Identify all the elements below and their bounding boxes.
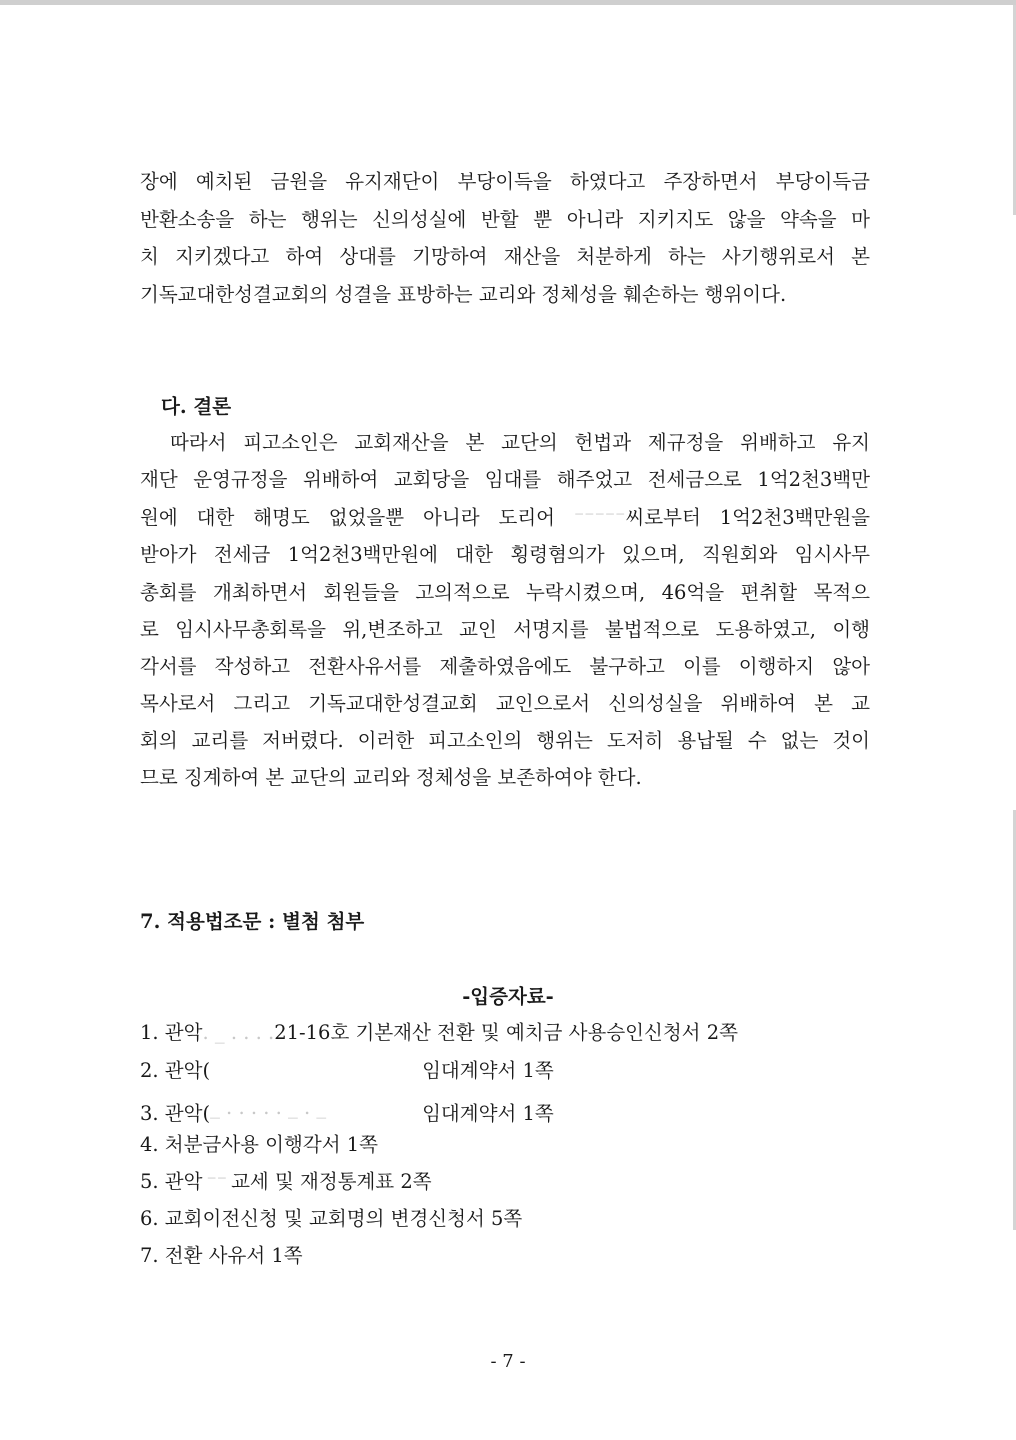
- evidence-item: [140, 1096, 554, 1126]
- evidence-title: -입증자료-: [462, 985, 554, 1008]
- conclusion-line: 받아가 전세금 1억2천3백만원에 대한 횡령혐의가 있으며, 직원회와 임시사무: [140, 543, 870, 566]
- section-heading-applicable-law: 7. 적용법조문 : 별첨 첨부: [140, 910, 365, 933]
- body-line: 장에 예치된 금원을 유지재단이 부당이득을 하였다고 주장하면서 부당이득금: [140, 170, 870, 193]
- evidence-item-text: 3. 관악(: [140, 1102, 211, 1125]
- evidence-item-text: 5. 관악: [140, 1170, 203, 1193]
- evidence-item-text: 임대계약서 1쪽: [422, 1102, 554, 1125]
- section-heading-conclusion: 다. 결론: [161, 395, 232, 418]
- redacted-text: _ . . . . . _ . _: [210, 1096, 327, 1119]
- conclusion-line: 므로 징계하여 본 교단의 교리와 정체성을 보존하여야 한다.: [140, 766, 642, 789]
- conclusion-line: 재단 운영규정을 위배하여 교회당을 임대를 해주었고 전세금으로 1억2천3백만: [140, 468, 870, 491]
- redacted-text: ⁻⁻: [206, 1170, 228, 1193]
- conclusion-line: 따라서 피고소인은 교회재산을 본 교단의 헌법과 제규정을 위배하고 유지: [170, 431, 870, 454]
- conclusion-line-part: 씨로부터 1억2천3백만원을: [625, 506, 871, 529]
- conclusion-line: 목사로서 그리고 기독교대한성결교회 교인으로서 신의성실을 위배하여 본 교: [140, 692, 870, 715]
- body-line: 반환소송을 하는 행위는 신의성실에 반할 뿐 아니라 지키지도 않을 약속을 마: [140, 208, 870, 231]
- evidence-item-text: 21-16호 기본재산 전환 및 예치금 사용승인신청서 2쪽: [274, 1021, 738, 1044]
- evidence-item-text: 2. 관악(: [140, 1059, 211, 1082]
- conclusion-line: 로 임시사무총회록을 위,변조하고 교인 서명지를 불법적으로 도용하였고, 이행: [140, 618, 870, 641]
- evidence-item: 6. 교회이전신청 및 교회명의 변경신청서 5쪽: [140, 1207, 523, 1230]
- body-line: 기독교대한성결교회의 성결을 표방하는 교리와 정체성을 훼손하는 행위이다.: [140, 283, 787, 306]
- conclusion-line: 각서를 작성하고 전환사유서를 제출하였음에도 불구하고 이를 이행하지 않아: [140, 655, 870, 678]
- redacted-text: . _ . . . .: [202, 1021, 275, 1044]
- conclusion-line: 총회를 개최하면서 회원들을 고의적으로 누락시켰으며, 46억을 편취할 목적으: [140, 581, 870, 604]
- evidence-item: 7. 전환 사유서 1쪽: [140, 1244, 303, 1267]
- conclusion-line: 회의 교리를 저버렸다. 이러한 피고소인의 행위는 도저히 용납될 수 없는 것이: [140, 729, 870, 752]
- evidence-item-text: 1. 관악: [140, 1021, 203, 1044]
- body-line: 치 지키겠다고 하여 상대를 기망하여 재산을 처분하게 하는 사기행위로서 본: [140, 245, 870, 268]
- evidence-item: 4. 처분금사용 이행각서 1쪽: [140, 1133, 378, 1156]
- conclusion-line: [140, 506, 870, 530]
- evidence-item: [140, 1170, 432, 1194]
- evidence-item-text: 임대계약서 1쪽: [422, 1059, 554, 1082]
- page-number: - 7 -: [490, 1351, 526, 1372]
- conclusion-line-part: 원에 대한 해명도 없었을뿐 아니라 도리어: [140, 506, 574, 529]
- evidence-item-text: 교세 및 재정통계표 2쪽: [231, 1170, 432, 1193]
- evidence-item: [140, 1059, 554, 1083]
- redacted-name: ⁻⁻⁻⁻⁻: [573, 506, 626, 529]
- evidence-item: [140, 1021, 738, 1045]
